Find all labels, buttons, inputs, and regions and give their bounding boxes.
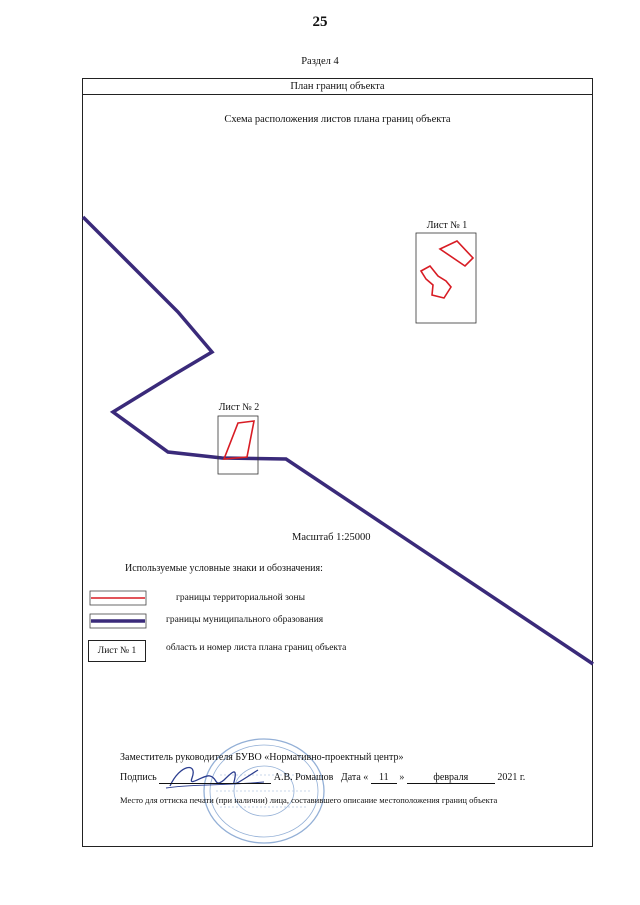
legend-title: Используемые условные знаки и обозначения: xyxy=(125,563,323,574)
legend-sheet-text: область и номер листа плана границ объекта xyxy=(166,643,347,653)
page-number: 25 xyxy=(312,14,328,30)
zone-polygon-1a xyxy=(440,241,473,266)
signature-line xyxy=(120,772,525,784)
date-label: Дата « xyxy=(340,772,369,783)
date-year: 2021 г. xyxy=(497,772,526,783)
legend-municipal-text: границы муниципального образования xyxy=(166,615,324,625)
sign-blank xyxy=(159,772,271,784)
scale-label: Масштаб 1:25000 xyxy=(292,532,371,543)
frame-title: План границ объекта xyxy=(83,79,592,95)
legend-zone-text: границы территориальной зоны xyxy=(176,593,306,603)
sign-label: Подпись xyxy=(120,772,157,783)
sheet-2-label: Лист № 2 xyxy=(218,402,260,413)
legend-sheet-symbol: Лист № 1 xyxy=(88,640,146,662)
zone-polygon-1b xyxy=(421,266,451,298)
zone-polygon-2 xyxy=(224,421,254,459)
section-label: Раздел 4 xyxy=(301,56,339,67)
signer-name: А.В. Ромашов xyxy=(273,772,334,783)
scheme-title: Схема расположения листов плана границ объекта xyxy=(224,114,451,125)
date-month: февраля xyxy=(407,772,495,784)
date-day: 11 xyxy=(371,772,397,784)
sheet-1-label: Лист № 1 xyxy=(426,220,468,231)
stamp-note: Место для оттиска печати (при наличии) лица, составившего описание местоположения границ объекта xyxy=(120,795,498,805)
signer-position: Заместитель руководителя БУВО «Нормативно-проектный центр» xyxy=(120,752,404,763)
date-day-close: » xyxy=(399,772,405,783)
municipal-boundary-line xyxy=(83,217,593,664)
